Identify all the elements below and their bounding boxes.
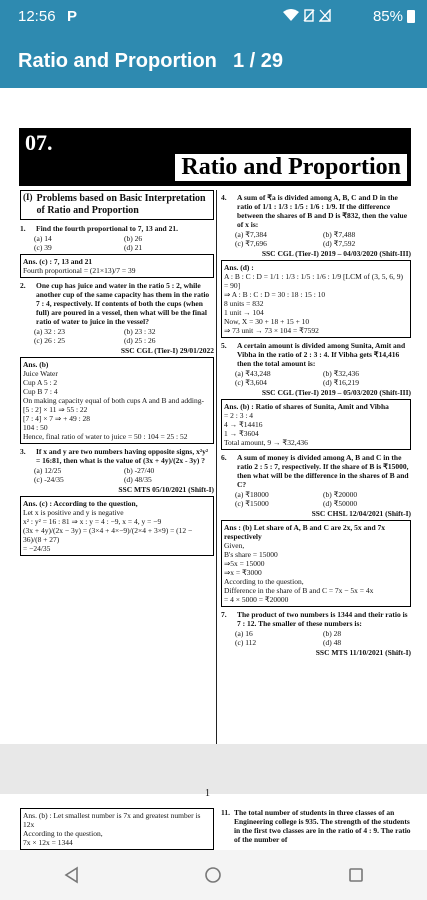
option-item: (b) ₹20000 [323, 490, 358, 499]
answer-line: Ans : (b) Let share of A, B and C are 2x, 5x and 7x respectively [224, 523, 385, 541]
answer-line: Ans. (b) : Let smallest number is 7x and greatest number is 12x [23, 811, 201, 829]
question-block [221, 453, 411, 607]
answer-line: [5 : 2] × 11 ⇒ 55 : 22 [23, 405, 88, 414]
question-source: SSC MTS 05/10/2021 (Shift-I) [118, 485, 214, 494]
answer-line: Difference in the share of B and C = 7x − 5x = 4x [224, 586, 374, 595]
section-header [20, 190, 214, 220]
question-block [20, 224, 214, 278]
back-icon[interactable] [60, 864, 82, 886]
option-item: (d) 48/35 [124, 475, 152, 484]
question-text: A certain amount is divided among Sunita, Amit and Vibha in the ratio of 2 : 3 : 4. If Vibha gets ₹14,416 then the total amount is: [237, 341, 406, 368]
option-item: (d) ₹50000 [323, 499, 358, 508]
answer-line: Cup A 5 : 2 [23, 378, 58, 387]
answer-line: On making capacity equal of both cups A and B and adding- [23, 396, 204, 405]
answer-box [20, 254, 214, 278]
option-item: (a) 16 [235, 629, 253, 638]
status-bar [0, 0, 427, 33]
question-item [20, 224, 214, 233]
page-gap [0, 744, 427, 794]
question-source: SSC CGL (Tier-I) 29/01/2022 [120, 346, 214, 355]
answer-line: 1 unit → 104 [224, 308, 264, 317]
question-text: One cup has juice and water in the ratio 5 : 2, while another cup of the same capacity has them in the ratio 7 : 4, respectively. If contents of both the cups (when full) are poured in a vessel, then what will be the final ratio of water to juice in the vessel? [36, 281, 210, 326]
mute-icon [303, 9, 315, 22]
question-item [221, 341, 411, 368]
answer-box [20, 357, 214, 444]
question-block [20, 447, 214, 556]
answer-line: Cup B 7 : 4 [23, 387, 58, 396]
option-item: (c) 112 [235, 638, 257, 647]
question-block [20, 281, 214, 444]
question-number: 4. [221, 193, 227, 202]
question-number: 2. [20, 281, 26, 290]
options-grid [20, 466, 214, 484]
question-block [221, 193, 411, 338]
section-number: (I) [23, 192, 33, 202]
answer-line: Juice Water [23, 369, 58, 378]
question-number: 3. [20, 447, 26, 456]
question-text: The product of two numbers is 1344 and their ratio is 7 : 12. The smaller of these numbers is: [237, 610, 408, 628]
left-column [20, 190, 214, 556]
answer-line: Ans. (d) : [224, 263, 254, 272]
answer-line: Ans. (c) : 7, 13 and 21 [23, 257, 93, 266]
answer-line: Fourth proportional = (21×13)/7 = 39 [23, 266, 136, 275]
option-item: (a) 12/25 [34, 466, 62, 475]
answer-line: ⇒ A : B : C : D = 30 : 18 : 15 : 10 [224, 290, 326, 299]
answer-line: (3x + 4y)/(2x − 3y) = (3×4 + 4×−9)/(2×4 + 3×9) = (12 − 36)/(8 + 27) [23, 526, 193, 544]
question-item [221, 808, 411, 844]
answer-line: Total amount, 9 → ₹32,436 [224, 438, 308, 447]
option-item: (c) ₹3,604 [235, 378, 267, 387]
question-item [221, 453, 411, 489]
option-item: (d) 21 [124, 243, 143, 252]
question-source: SSC CGL (Tier-I) 2019 – 04/03/2020 (Shift-III) [261, 249, 411, 258]
battery-percent: 85% [372, 8, 403, 25]
system-icons [283, 9, 331, 22]
option-item: (b) ₹32,436 [323, 369, 360, 378]
answer-box [221, 260, 411, 338]
right-questions [221, 193, 411, 657]
answer-line: 104 : 50 [23, 423, 48, 432]
document-title: Ratio and Proportion [18, 50, 217, 72]
question-number: 5. [221, 341, 227, 350]
page-indicator: 1 / 29 [233, 50, 284, 72]
answer-line: A : B : C : D = 1/1 : 1/3 : 1/5 : 1/6 : 1/9 [LCM of (3, 5, 6, 9) = 90] [224, 272, 404, 290]
recents-icon[interactable] [345, 864, 367, 886]
answer-line: Given, [224, 541, 245, 550]
app-bar [0, 33, 427, 88]
answer-line: B's share = 15000 [224, 550, 278, 559]
answer-line: [7 : 4] × 7 ⇒ + 49 : 28 [23, 414, 91, 423]
answer-line: 4 → ₹14416 [224, 420, 263, 429]
question-item [20, 447, 214, 465]
answer-line: = −24/35 [23, 544, 51, 553]
question-number: 7. [221, 610, 227, 619]
home-icon[interactable] [202, 864, 224, 886]
answer-line: Hence, final ratio of water to juice = 50 : 104 = 25 : 52 [23, 432, 188, 441]
question-item [20, 281, 214, 326]
answer-line: ⇒ 73 unit → 73 × 104 = ₹7592 [224, 326, 319, 335]
app-notification-icon: P [67, 8, 78, 25]
options-grid [221, 490, 411, 508]
status-time: 12:56 [18, 8, 56, 25]
options-grid [221, 369, 411, 387]
question-text: A sum of ₹a is divided among A, B, C and D in the ratio of 1/1 : 1/3 : 1/5 : 1/6 : 1/9. If the difference between the shares of B and D is ₹832, then the value of x is: [237, 193, 408, 229]
option-item: (b) ₹7,488 [323, 230, 356, 239]
option-item: (c) ₹7,696 [235, 239, 267, 248]
answer-line: According to the question, [23, 829, 103, 838]
chapter-banner [19, 128, 411, 186]
option-item: (c) ₹15000 [235, 499, 269, 508]
chapter-number: 07. [25, 130, 53, 155]
question-block [221, 341, 411, 450]
option-item: (b) 28 [323, 629, 342, 638]
left-questions [20, 224, 214, 556]
question-block [221, 610, 411, 657]
options-grid [221, 629, 411, 647]
option-item: (b) -27/40 [124, 466, 155, 475]
options-grid [20, 234, 214, 252]
answer-line: = 4 × 5000 = ₹20000 [224, 595, 289, 604]
option-item: (c) 26 : 25 [34, 336, 66, 345]
answer-line: Let x is positive and y is negative [23, 508, 124, 517]
option-item: (a) 32 : 23 [34, 327, 66, 336]
navigation-bar [0, 850, 427, 900]
question-text: A sum of money is divided among A, B and C in the ratio 2 : 5 : 7, respectively. If the share of B is ₹15000, then what will be the difference in the shares of B and C? [237, 453, 409, 489]
option-item: (a) 14 [34, 234, 52, 243]
answer-line: Now, X = 30 + 18 + 15 + 10 [224, 317, 310, 326]
options-grid [221, 230, 411, 248]
question-source: SSC CGL (Tier-I) 2019 – 05/03/2020 (Shift-III) [261, 388, 411, 397]
options-grid [20, 327, 214, 345]
question-item [221, 610, 411, 628]
option-item: (c) -24/35 [34, 475, 64, 484]
answer-box [20, 496, 214, 556]
question-text: The total number of students in three classes of an Engineering college is 935. The strength of the students in the first two classes are in the ratio of 4 : 9. The ratio of the number of [233, 808, 411, 844]
option-item: (d) 25 : 26 [124, 336, 156, 345]
question-number: 1. [20, 224, 26, 233]
option-item: (a) ₹18000 [235, 490, 269, 499]
section-title: Problems based on Basic Interpretation of Ratio and Proportion [36, 193, 206, 216]
pdf-viewer[interactable] [0, 88, 427, 850]
question-item [221, 193, 411, 229]
answer-line: Ans. (c) : According to the question, [23, 499, 138, 508]
option-item: (d) ₹16,219 [323, 378, 360, 387]
answer-line: x² : y² = 16 : 81 ⇒ x : y = 4 : −9, x = 4, y = −9 [23, 517, 162, 526]
page-number: 1 [205, 788, 210, 799]
pdf-page-2 [15, 794, 412, 850]
question-number: 6. [221, 453, 227, 462]
question-number: 11. [221, 808, 230, 817]
answer-line: 8 units = 832 [224, 299, 264, 308]
question-text: If x and y are two numbers having opposite signs, x²y² = 16:81, then what is the value of (3x + 4y)/(2x - 3y) ? [36, 447, 209, 465]
column-divider [216, 190, 217, 820]
option-item: (b) 23 : 32 [124, 327, 156, 336]
right-column [221, 190, 411, 657]
chapter-title: Ratio and Proportion [175, 154, 407, 181]
answer-line: ⇒x = ₹3000 [224, 568, 262, 577]
battery-icon [407, 10, 415, 23]
answer-line: 7x × 12x = 1344 [23, 838, 73, 847]
pdf-page [15, 128, 412, 808]
answer-line: 1 → ₹3604 [224, 429, 259, 438]
option-item: (b) 26 [124, 234, 143, 243]
answer-box [221, 520, 411, 607]
answer-box [221, 399, 411, 450]
answer-line: According to the question, [224, 577, 304, 586]
question-text: Find the fourth proportional to 7, 13 and 21. [36, 224, 178, 233]
option-item: (a) ₹7,384 [235, 230, 267, 239]
signal-icon [319, 9, 331, 22]
answer-line: Ans. (b) [23, 360, 49, 369]
answer-box [20, 808, 214, 850]
option-item: (c) 39 [34, 243, 52, 252]
answer-line: = 2 : 3 : 4 [224, 411, 254, 420]
question-source: SSC CHSL 12/04/2021 (Shift-I) [311, 509, 411, 518]
option-item: (d) ₹7,592 [323, 239, 356, 248]
wifi-icon [283, 9, 299, 22]
question-source: SSC MTS 11/10/2021 (Shift-I) [315, 648, 411, 657]
answer-line: Ans. (b) : Ratio of shares of Sunita, Amit and Vibha [224, 402, 389, 411]
option-item: (d) 48 [323, 638, 342, 647]
answer-line: ⇒5x = 15000 [224, 559, 265, 568]
option-item: (a) ₹43,248 [235, 369, 271, 378]
